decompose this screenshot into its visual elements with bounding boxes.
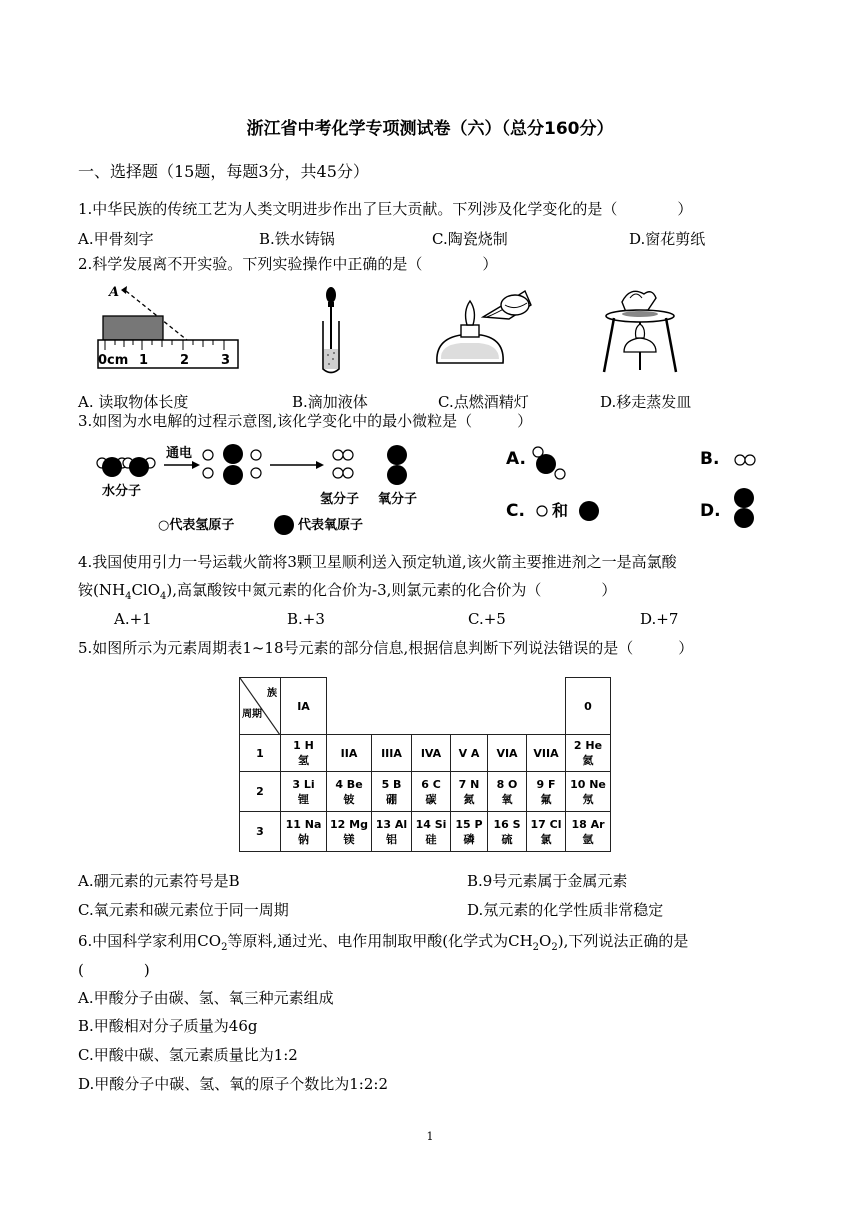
q1-option-a[interactable]: A.甲骨刻字: [78, 230, 154, 248]
page-title: 浙江省中考化学专项测试卷（六）（总分160分）: [246, 119, 614, 139]
period-label: 3: [240, 812, 281, 852]
ruler-figure: [95, 280, 245, 372]
element-cell: 9 F 氟: [527, 772, 566, 812]
section-heading: 一、选择题（15题，每题3分，共45分）: [78, 162, 369, 181]
element-cell: 5 B 硼: [372, 772, 412, 812]
legend-hydrogen: ○代表氢原子: [158, 518, 235, 533]
q6-option-c[interactable]: C.甲酸中碳、氢元素质量比为1:2: [78, 1046, 298, 1064]
evaporating-dish-figure: [600, 280, 680, 375]
element-cell: 3 Li 锂: [281, 772, 327, 812]
group-header: IIA: [327, 735, 372, 772]
electrolysis-diagram: [88, 437, 448, 537]
question-4-stem-line2: 铵$(NH_4ClO_4)$,高氯酸铵中氮元素的化合价为-3,则氯元素的化合价为（ ）: [78, 581, 617, 602]
element-cell: 17 Cl 氯: [527, 812, 566, 852]
legend-oxygen: 代表氧原子: [298, 518, 364, 533]
group-header: 0: [566, 678, 611, 735]
q3-choice-c: C.: [506, 501, 525, 521]
q1-option-b[interactable]: B.铁水铸锅: [259, 230, 335, 248]
group-header: IVA: [412, 735, 451, 772]
group-header: IA: [281, 678, 327, 735]
group-header: VIA: [488, 735, 527, 772]
question-3-stem: 3.如图为水电解的过程示意图,该化学变化中的最小微粒是（ ）: [78, 412, 533, 430]
page-number: 1: [426, 1130, 434, 1143]
group-header: V A: [451, 735, 488, 772]
q4-option-d[interactable]: D.+7: [640, 610, 679, 628]
question-4-stem-line1: 4.我国使用引力一号运载火箭将3颗卫星顺利送入预定轨道,该火箭主要推进剂之一是高氯酸: [78, 553, 677, 571]
element-cell: 14 Si 硅: [412, 812, 451, 852]
q6-option-b[interactable]: B.甲酸相对分子质量为46g: [78, 1017, 258, 1035]
ruler-tick-label: 1: [139, 353, 149, 368]
q3-choice-b: B.: [700, 449, 720, 469]
period-label: 2: [240, 772, 281, 812]
element-cell: 18 Ar 氩: [566, 812, 611, 852]
element-cell: 13 Al 铝: [372, 812, 412, 852]
q2-option-c[interactable]: C.点燃酒精灯: [438, 393, 529, 411]
element-cell: 7 N 氮: [451, 772, 488, 812]
corner-period-label: 周期: [242, 709, 262, 720]
q2-option-b[interactable]: B.滴加液体: [292, 393, 368, 411]
q6-option-a[interactable]: A.甲酸分子由碳、氢、氧三种元素组成: [78, 989, 334, 1007]
dropper-figure: [316, 283, 346, 375]
q5-option-d[interactable]: D.氖元素的化学性质非常稳定: [467, 901, 664, 919]
element-cell: 8 O 氧: [488, 772, 527, 812]
q4-option-a[interactable]: A.+1: [114, 610, 152, 628]
q1-option-c[interactable]: C.陶瓷烧制: [432, 230, 508, 248]
element-cell: 15 P 磷: [451, 812, 488, 852]
q5-option-c[interactable]: C.氧元素和碳元素位于同一周期: [78, 901, 289, 919]
ruler-tick-label: 0cm: [98, 353, 129, 368]
table-blank-header: [327, 678, 566, 735]
q3-answer-choices: [500, 440, 780, 532]
question-5-stem: 5.如图所示为元素周期表1~18号元素的部分信息,根据信息判断下列说法错误的是（ ）: [78, 639, 694, 657]
oxygen-molecule-label: 氧分子: [378, 492, 418, 507]
q4-option-c[interactable]: C.+5: [468, 610, 506, 628]
element-cell: 4 Be 铍: [327, 772, 372, 812]
q4-option-b[interactable]: B.+3: [287, 610, 325, 628]
question-6-stem-line2: ( ): [78, 961, 150, 979]
element-cell: 10 Ne 氖: [566, 772, 611, 812]
ruler-marker-label: A: [109, 285, 120, 300]
element-cell: 12 Mg 镁: [327, 812, 372, 852]
ruler-tick-label: 3: [221, 353, 231, 368]
q3-choice-a: A.: [506, 449, 526, 469]
q3-choice-d: D.: [700, 501, 721, 521]
q5-option-b[interactable]: B.9号元素属于金属元素: [467, 872, 628, 890]
q3-choice-c-and: 和: [552, 501, 569, 520]
q2-option-a[interactable]: A. 读取物体长度: [78, 393, 189, 411]
corner-group-label: 族: [267, 688, 277, 699]
group-header: IIIA: [372, 735, 412, 772]
question-6-stem-line1: 6.中国科学家利用$CO_2$等原料,通过光、电作用制取甲酸(化学式为$CH_2O_2$),下列说法正确的是: [78, 932, 689, 953]
period-label: 1: [240, 735, 281, 772]
arrow-label: 通电: [166, 446, 193, 461]
periodic-table: [239, 677, 611, 852]
question-1-stem: 1.中华民族的传统工艺为人类文明进步作出了巨大贡献。下列涉及化学变化的是（ ）: [78, 200, 693, 218]
question-2-stem: 2.科学发展离不开实验。下列实验操作中正确的是（ ）: [78, 255, 498, 273]
alcohol-lamp-figure: [425, 283, 535, 375]
q5-option-a[interactable]: A.硼元素的元素符号是B: [78, 872, 240, 890]
table-corner: [240, 678, 281, 735]
q2-option-d[interactable]: D.移走蒸发皿: [600, 393, 692, 411]
q6-option-d[interactable]: D.甲酸分子中碳、氢、氧的原子个数比为1:2:2: [78, 1075, 388, 1093]
element-cell: 11 Na 钠: [281, 812, 327, 852]
element-cell: 6 C 碳: [412, 772, 451, 812]
q1-option-d[interactable]: D.窗花剪纸: [629, 230, 706, 248]
hydrogen-molecule-label: 氢分子: [320, 492, 360, 507]
group-header: VIIA: [527, 735, 566, 772]
element-cell: 2 He 氦: [566, 735, 611, 772]
element-cell: 1 H 氢: [281, 735, 327, 772]
element-cell: 16 S 硫: [488, 812, 527, 852]
water-molecule-label: 水分子: [102, 484, 142, 499]
ruler-tick-label: 2: [180, 353, 190, 368]
